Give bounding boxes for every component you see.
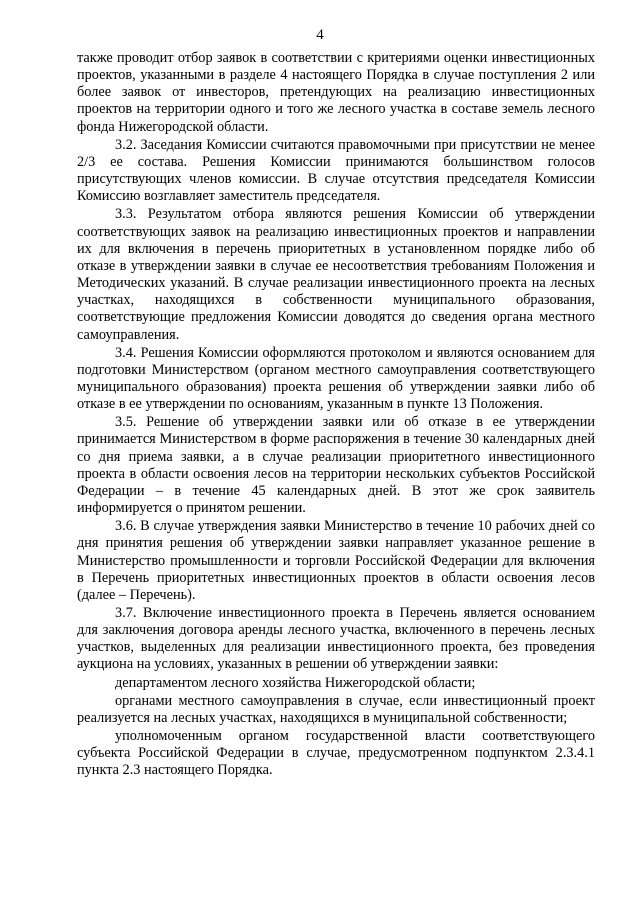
paragraph-3-4: 3.4. Решения Комиссии оформляются протоколом и являются основанием для подготовки Министерством (органом местного самоуправления соответствующего муниципального образования) проекта решения об утверждении заявки либо об отказе в ее утверждении по основаниям, указанным в пункте 13 Положения. (77, 344, 595, 413)
list-item-local-government: органами местного самоуправления в случае, если инвестиционный проект реализуется на лесных участках, находящихся в муниципальной собственности; (77, 692, 595, 726)
list-item-department: департаментом лесного хозяйства Нижегородской области; (115, 674, 476, 691)
paragraph-3-5: 3.5. Решение об утверждении заявки или об отказе в ее утверждении принимается Министерством в форме распоряжения в течение 30 календарных дней со дня приема заявки, а в случае реализации приоритетного инвестиционного проекта в области освоения лесов на территории нескольких субъектов Российской Федерации – в течение 45 календарных дней. В этот же срок заявитель информируется о принятом решении. (77, 414, 595, 517)
paragraph-3-2: 3.2. Заседания Комиссии считаются правомочными при присутствии не менее 2/3 ее состава. Решения Комиссии принимаются большинством голосов присутствующих членов комиссии. В случае отсутствия председателя Комиссии Комиссию возглавляет заместитель председателя. (77, 136, 595, 205)
paragraph-3-3: 3.3. Результатом отбора являются решения Комиссии об утверждении соответствующих заявок на реализацию инвестиционных проектов и направлении их для включения в перечень приоритетных в установленном порядке либо об отказе в утверждении заявки в случае ее несоответствия требованиям Положения и Методических указаний. В случае реализации инвестиционного проекта на лесных участках, находящихся в собственности муниципального образования, соответствующие предложения Комиссии доводятся до сведения органа местного самоуправления. (77, 206, 595, 343)
page-number: 4 (316, 27, 324, 43)
paragraph-3-7: 3.7. Включение инвестиционного проекта в Перечень является основанием для заключения договора аренды лесного участка, включенного в перечень лесных участков, выделенных для реализации инвестиционного проекта, без проведения аукциона на условиях, указанных в решении об утверждении заявки: (77, 605, 595, 673)
list-item-authorized-body: уполномоченным органом государственной власти соответствующего субъекта Российской Федерации в случае, предусмотренном подпунктом 2.3.4.1 пункта 2.3 настоящего Порядка. (77, 728, 595, 779)
paragraph-continuation: также проводит отбор заявок в соответствии с критериями оценки инвестиционных проектов, указанными в разделе 4 настоящего Порядка в случае поступления 2 или более заявок от инвесторов, претендующих на реализацию инвестиционных проектов на территории одного и того же лесного участка в составе земель лесного фонда Нижегородской области. (77, 50, 595, 135)
paragraph-3-6: 3.6. В случае утверждения заявки Министерство в течение 10 рабочих дней со дня принятия решения об утверждении заявки направляет указанное решение в Министерство промышленности и торговли Российской Федерации для включения в Перечень приоритетных инвестиционных проектов в области освоения лесов (далее – Перечень). (77, 518, 595, 603)
document-body (77, 50, 595, 780)
